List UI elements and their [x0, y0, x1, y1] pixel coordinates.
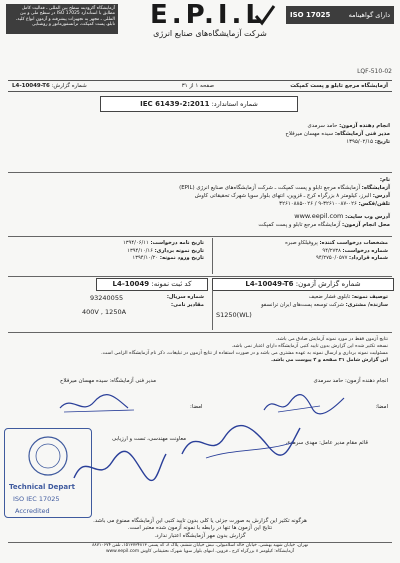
divider — [8, 276, 392, 277]
page-number: صفحه ۱ از ۳۱ — [181, 83, 214, 89]
footer-note-3: گزارش بدون مهر آزمایشگاه اعتبار ندارد. — [154, 532, 246, 539]
standard-label: شماره استاندارد: — [211, 100, 258, 108]
divider — [8, 236, 392, 237]
product-maker: شرکت توسعه پست‌های ایران ترانسفو — [261, 301, 344, 308]
request-number: ۹۴/۲۷۳۸ — [322, 247, 341, 254]
request-date: ۱۳۹۴/۰۶/۱۱ — [123, 240, 149, 246]
lab-name: آزمایشگاه مرجع تابلو و پست کمپکت — [290, 83, 388, 89]
manager-signature-image — [176, 420, 306, 464]
note-3: مسئولیت نمونه برداری و ارسال نمونه به عهده مشتری می باشد و در صورت استفاده از نتایج آزمون در تبلیغات، ذکر نام آزمایشگاه الزامی است. — [101, 351, 388, 356]
product-description: تابلوی فشار ضعیف — [308, 294, 351, 300]
manager-label: قائم مقام مدیر عامل: مهدی سرمدی — [285, 440, 368, 446]
footer-address-1: تهران، خیابان شهید بهشتی، خیابان خالد اسلامبولی، نبش خیابان ششم، پلاک ۸، کد پستی ۱۵۱۳۷۳۴۸۱۳، تلفن ۸۸۷۱۰۶۷۴ — [91, 543, 309, 548]
staff-block: انجام دهنده آزمون: حامد سرمدی مدیر فنی آزمایشگاه: سیده مهسان میرفلاح تاریخ: ۱۳۹۵/۰۲/۱۵ — [285, 123, 390, 145]
footer-note-1: هرگونه تکثیر این گزارش به صورت جزئی یا کلی بدون تایید کتبی این آزمایشگاه ممنوع می باشد. — [93, 518, 307, 524]
ratings: 400V , 1250A — [82, 308, 127, 316]
report-number: شماره گزارش: L4-10049-T6 — [12, 83, 87, 89]
test-report-box: شماره گزارش آزمون: L4-10049-T6 — [212, 278, 394, 291]
lab-stamp — [4, 428, 92, 518]
product-model: S1250(WL) — [216, 311, 252, 319]
company-subtitle: شرکت آزمایشگاه‌های صنایع انرژی — [153, 29, 267, 38]
header-description-box — [6, 4, 118, 34]
footer-notes — [40, 518, 360, 540]
stamp-line-3: Accredited — [15, 507, 50, 515]
note-1: نتایج آزمون فقط در مورد نمونه آزمایش صادق می باشد. — [275, 337, 388, 342]
sample-date: ۱۳۹۴/۱۰/۱۶ — [127, 247, 153, 254]
logo-check-icon — [254, 4, 276, 26]
tester-signature-image — [260, 388, 350, 418]
iso-code: ISO 17025 — [290, 11, 331, 19]
footer-website: www.eepil.com — [105, 549, 140, 555]
tech-manager-signature-label: مدیر فنی آزمایشگاه: سیده مهسان میرفلاح — [60, 378, 156, 384]
divider — [8, 172, 392, 173]
tester-signature-label: انجام دهنده آزمون: حامد سرمدی — [313, 378, 388, 384]
header-description: آزمایشگاه آکرودیته سطح بین المللی ـ فعالیت کامل مطابق با استاندارد ISO 17025 در سطح ملی و بین المللی ـ مجهز به تجهیزات پیشرفته و آزمون انواع کلید، تابلو، پست کمپکت، ترانسفورماتور و روشنایی — [15, 6, 115, 28]
serial-number: 93240055 — [90, 294, 124, 302]
tester-name: حامد سرمدی — [307, 123, 338, 129]
iso-prefix: دارای گواهینامه — [348, 11, 390, 19]
request-left-col: تاریخ نامه درخواست: ۱۳۹۴/۰۶/۱۱ تاریخ نمونه برداری: ۱۳۹۴/۱۰/۱۶ تاریخ ورود نمونه: ۱۳۹۴/۱۰/۲۰ — [123, 240, 204, 261]
signature-label-right: امضا: — [375, 404, 388, 410]
entry-date: ۱۳۹۴/۱۰/۲۰ — [132, 255, 159, 261]
note-4: این گزارش شامل ۳۱ صفحه و ۲ پیوست می باشد. — [271, 358, 388, 363]
tech-manager-signature-image — [54, 390, 144, 420]
divider — [212, 238, 213, 274]
notes — [12, 336, 388, 364]
note-2: نسخه تکثیر شده این گزارش بدون تایید کتبی آزمایشگاه دارای اعتبار نمی باشد. — [231, 344, 388, 349]
request-right-col: مشخصات درخواست کننده: پروفیلکاو صبره شماره درخواست: ۹۴/۲۷۳۸ شماره قرارداد: ۹۴/۲۷۵۰/۰۵۷۷ — [285, 240, 388, 261]
product-left-col: شماره سریال: مقادیر نامی: — [166, 294, 204, 308]
footer-address-2: آزمایشگاه: کیلومتر ۸ بزرگراه کرج ـ قزوین، انتهای بلوار سوپا شهرک تحقیقاتی کاوش www.eepil.com — [105, 549, 295, 555]
test-report-number: L4-10049-T6 — [245, 280, 294, 288]
footer-address — [6, 543, 394, 555]
iso-badge — [286, 6, 394, 24]
lab-text: آزمایشگاه مرجع تابلو و پست کمپکت ـ شرکت آزمایشگاه‌های صنایع انرژی (EPIL) — [179, 185, 360, 191]
tech-manager-name: سیده مهسان میرفلاح — [285, 131, 334, 137]
form-code: LQF-510-02 — [357, 68, 392, 75]
standard-box — [100, 96, 298, 112]
contract-number: ۹۴/۲۷۵۰/۰۵۷۷ — [316, 255, 348, 261]
lab-phone: ۰۲۶-۳۲۶۱۰۰۸۷-۹ / ۰۲۶-۳۲۶۱۰۸۸۵ — [279, 201, 357, 207]
lab-address: البرز، کیلومتر ۸ بزرگراه کرج ـ قزوین، انتهای بلوار سوپا شهرک تحقیقاتی کاوش — [194, 193, 371, 199]
divider — [8, 332, 392, 333]
sample-code: L4-10049 — [112, 280, 150, 288]
signature-label-left: امضا: — [190, 404, 203, 410]
customer-name: پروفیلکاو صبره — [285, 240, 318, 246]
standard-value: IEC 61439-2:2011 — [140, 100, 210, 108]
lab-website: www.eepil.com — [294, 212, 344, 220]
stamp-emblem-icon — [27, 435, 69, 477]
test-place: آزمایشگاه مرجع تابلو و پست کمپکت — [258, 222, 341, 228]
staff-date: ۱۳۹۵/۰۲/۱۵ — [346, 139, 374, 145]
stamp-line-2: ISO IEC 17025 — [13, 495, 60, 503]
sample-code-box: کد ثبت نمونه: L4-10049 — [96, 278, 208, 291]
product-right-col: توصیف نمونه: تابلوی فشار ضعیف سازنده/ مشتری: شرکت توسعه پست‌های ایران ترانسفو — [261, 294, 388, 308]
company-logo: E.P.I.L — [150, 0, 266, 30]
lab-info-block: نام: آزمایشگاه: آزمایشگاه مرجع تابلو و پست کمپکت ـ شرکت آزمایشگاه‌های صنایع انرژی (EPIL) آدرس: البرز، کیلومتر ۸ بزرگراه کرج ـ قزوین، انتهای بلوار سوپا شهرک تحقیقاتی کاوش تلفن/فکس: ۰۲۶-۳۲۶۱۰۰۸۷-۹ / ۰۲۶-۳۲۶۱۰۸۸۵ آدرس وب سایت: www.eepil.com محل انجام آزمون: آزمایشگاه مرجع تابلو و پست کمپکت — [179, 177, 390, 228]
title-bar — [8, 80, 392, 92]
stamp-line-1: Technical Depart — [9, 483, 75, 491]
footer-note-2: نتایج این آزمون ها تنها در رابطه با نمونه آزمون شده معتبر است. — [127, 525, 273, 532]
deputy-label: معاونت مهندسی، تست و ارزیابی — [112, 436, 187, 442]
divider — [212, 290, 213, 330]
